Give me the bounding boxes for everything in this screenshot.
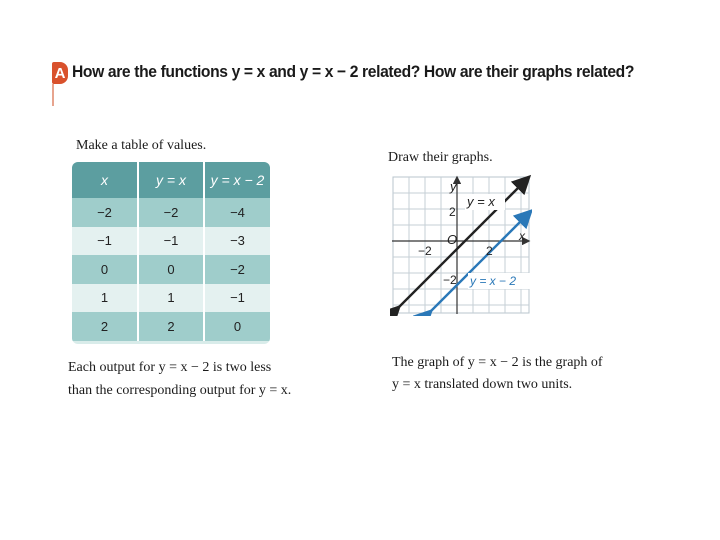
table-cell: 1: [72, 284, 138, 313]
values-table: [72, 162, 270, 341]
table-row: [72, 227, 270, 256]
table-cell: −2: [204, 255, 270, 284]
values-table-panel: [72, 162, 270, 344]
badge-accent-line: [52, 84, 54, 106]
y-tick-positive: 2: [449, 205, 456, 219]
table-explanation: [68, 356, 291, 402]
table-cell: −4: [204, 198, 270, 227]
table-cell: 0: [204, 312, 270, 341]
table-cell: 0: [72, 255, 138, 284]
question-heading: How are the functions y = x and y = x − 2 related? How are their graphs related?: [72, 62, 635, 81]
graph-explanation-line: The graph of y = x − 2 is the graph of: [392, 355, 603, 370]
section-badge: A: [52, 62, 68, 84]
table-row: [72, 284, 270, 313]
origin-label: O: [447, 232, 458, 247]
table-explanation-line: Each output for y = x − 2 is two less: [68, 360, 272, 375]
table-cell: −2: [72, 198, 138, 227]
table-label: Make a table of values.: [76, 138, 207, 153]
table-cell: −2: [138, 198, 204, 227]
table-cell: 1: [138, 284, 204, 313]
table-row: [72, 255, 270, 284]
table-row: [72, 198, 270, 227]
x-tick-positive: 2: [486, 244, 493, 258]
table-header-row: [72, 162, 270, 198]
table-cell: −1: [204, 284, 270, 313]
y-tick-negative: −2: [443, 273, 457, 287]
column-header-y-equals-x-minus-2: y = x − 2: [204, 162, 270, 198]
table-explanation-line: than the corresponding output for y = x.: [68, 383, 292, 398]
coordinate-graph: [390, 174, 532, 316]
x-axis-label: x: [519, 229, 525, 243]
graph-label: Draw their graphs.: [388, 150, 493, 165]
table-cell: −3: [204, 227, 270, 256]
column-header-x: x: [72, 162, 138, 198]
graph-explanation: [392, 352, 603, 396]
x-tick-negative: −2: [418, 244, 432, 258]
table-cell: 0: [138, 255, 204, 284]
table-cell: 2: [138, 312, 204, 341]
line2-label: y = x − 2: [470, 274, 517, 288]
table-cell: −1: [72, 227, 138, 256]
y-axis-label: y: [450, 179, 457, 194]
table-cell: −1: [138, 227, 204, 256]
table-cell: 2: [72, 312, 138, 341]
graph-explanation-line: y = x translated down two units.: [392, 377, 573, 392]
column-header-y-equals-x: y = x: [138, 162, 204, 198]
line1-label: y = x: [467, 194, 495, 209]
table-row: [72, 312, 270, 341]
